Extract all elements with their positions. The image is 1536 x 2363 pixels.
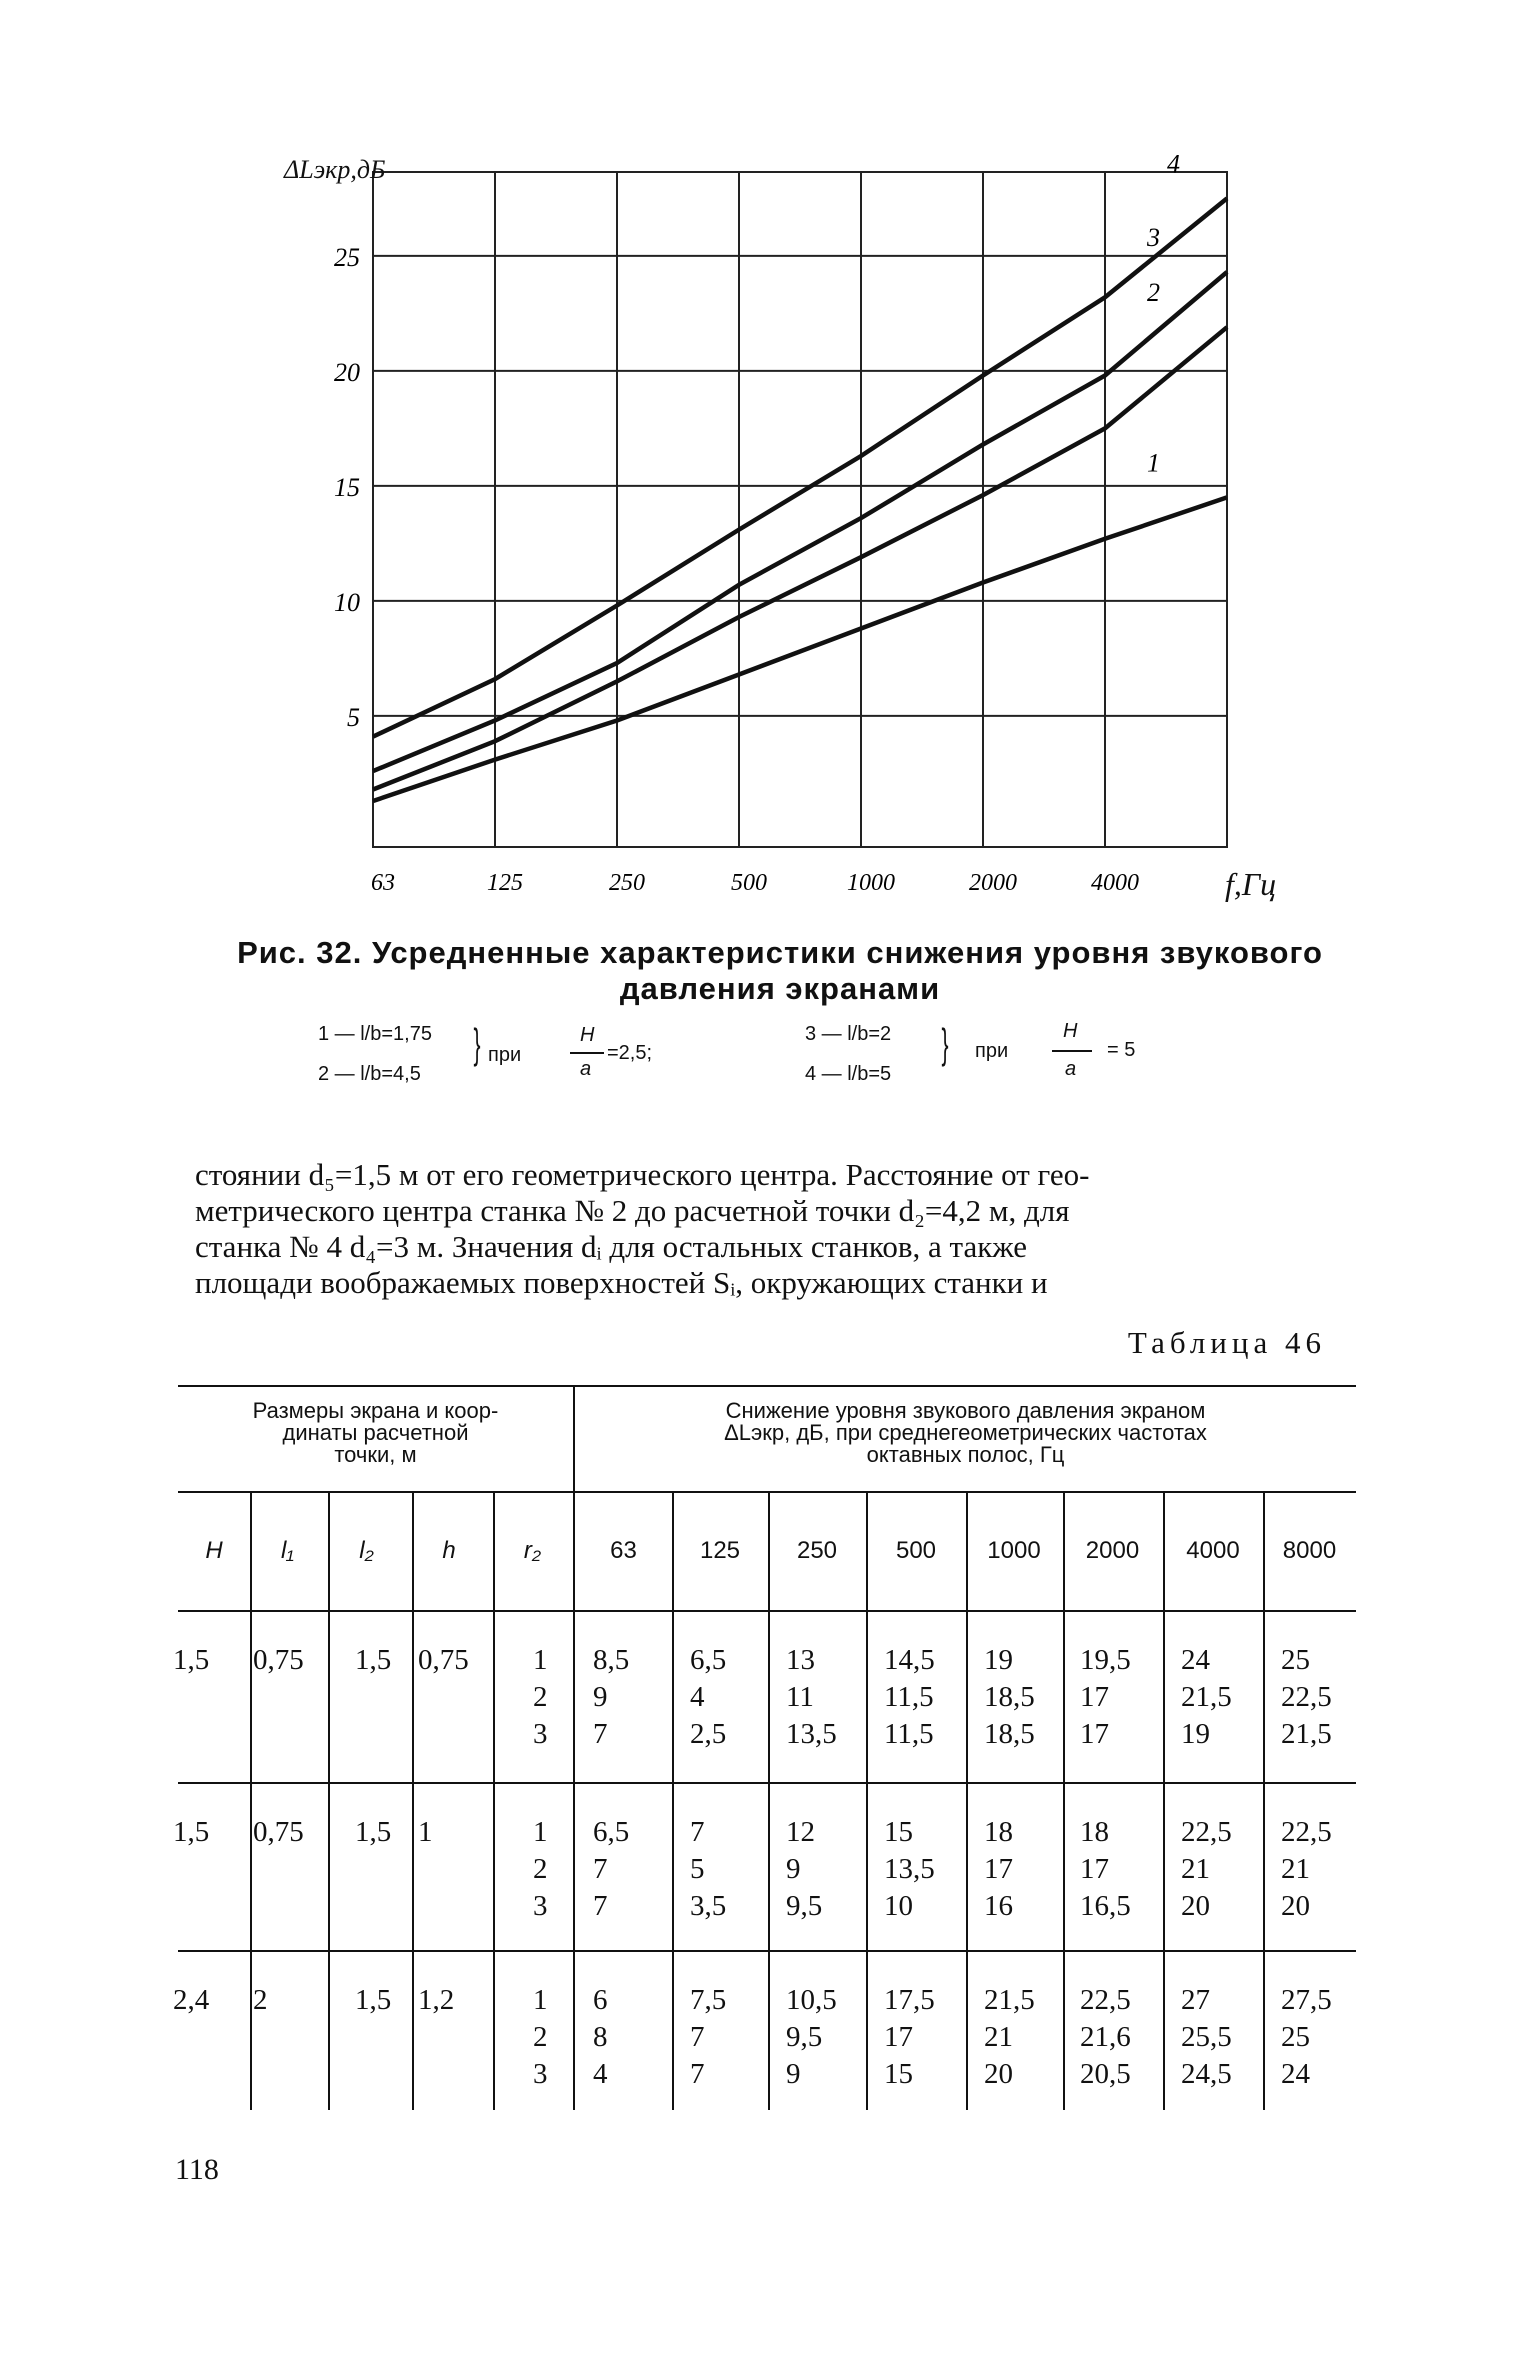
header-right-line-2: ΔLэкр, дБ, при среднегеометрических частотах [724, 1420, 1207, 1445]
cell-value: 21 [984, 2021, 1013, 2053]
column-rule [966, 1784, 968, 1950]
legend-a-right: a [1065, 1058, 1077, 1080]
column-rule [1063, 1784, 1065, 1950]
cell-value: 17,5 [884, 1984, 935, 2016]
column-rule [250, 1612, 252, 1782]
cell-value: 17 [884, 2021, 913, 2053]
cell-value: 21 [1181, 1853, 1210, 1885]
column-rule [250, 1952, 252, 2110]
cell-value: 11,5 [884, 1718, 934, 1750]
cell-value: 6,5 [593, 1816, 630, 1848]
cell-r: 3 [533, 2058, 548, 2090]
cell-r: 1 [533, 1644, 548, 1676]
cell-r: 1 [533, 1984, 548, 2016]
column-header-7: 250 [796, 1537, 838, 1564]
x-tick-label: 125 [487, 870, 523, 896]
cell-value: 19 [984, 1644, 1013, 1676]
table-title: Таблица 46 [1127, 1325, 1326, 1360]
column-rule [493, 1952, 495, 2110]
cell-value: 4 [690, 1681, 705, 1713]
column-header-3: h [442, 1537, 456, 1564]
legend-value-left: =2,5; [607, 1042, 653, 1064]
chart-ticks [334, 149, 1180, 896]
cell-r: 2 [533, 1681, 548, 1713]
x-tick-label: 63 [371, 870, 395, 896]
x-tick-label: 250 [609, 870, 645, 896]
column-rule [493, 1784, 495, 1950]
legend-pri-right: при [975, 1040, 1009, 1062]
cell-l2: 1,5 [355, 1984, 392, 2016]
column-rule [672, 1784, 674, 1950]
cell-value: 20,5 [1080, 2058, 1131, 2090]
group-rule-2 [178, 1950, 1356, 1952]
cell-h: 0,75 [418, 1644, 469, 1676]
x-tick-label: 4000 [1091, 870, 1139, 896]
chart-grid [373, 172, 1227, 847]
column-rule [573, 1784, 575, 1950]
legend-item-2: 2 — l/b=4,5 [318, 1063, 421, 1085]
cell-value: 17 [1080, 1681, 1109, 1713]
column-header-11: 4000 [1186, 1537, 1240, 1564]
cell-value: 16 [984, 1890, 1013, 1922]
column-rule [1163, 1784, 1165, 1950]
cell-value: 21,6 [1080, 2021, 1131, 2053]
column-rule [1263, 1612, 1265, 1782]
cell-value: 7 [690, 2021, 705, 2053]
x-tick-label: 1000 [847, 870, 895, 896]
column-rule [768, 1952, 770, 2110]
cell-h: 1,2 [418, 1984, 455, 2016]
cell-value: 21 [1281, 1853, 1310, 1885]
cell-value: 2,5 [690, 1718, 727, 1750]
y-tick-label: 15 [334, 472, 360, 502]
cell-value: 18,5 [984, 1681, 1035, 1713]
cell-value: 9,5 [786, 1890, 823, 1922]
cell-value: 27,5 [1281, 1984, 1332, 2016]
cell-value: 3,5 [690, 1890, 727, 1922]
text-line-3: станка № 4 d₄=3 м. Значения dᵢ для остальных станков, а также [195, 1229, 1028, 1264]
cell-value: 5 [690, 1853, 705, 1885]
column-rule [328, 1612, 330, 1782]
cell-value: 20 [1181, 1890, 1210, 1922]
cell-value: 7 [593, 1718, 608, 1750]
legend-item-1: 1 — l/b=1,75 [318, 1023, 432, 1045]
legend-fraction-bar-right [1052, 1050, 1092, 1052]
column-header-12: 8000 [1282, 1537, 1337, 1564]
cell-value: 7,5 [690, 1984, 727, 2016]
cell-value: 4 [593, 2058, 608, 2090]
cell-value: 20 [984, 2058, 1013, 2090]
column-header-2: l₂ [359, 1537, 374, 1564]
y-axis-label: ΔLэкр,дБ [284, 155, 386, 184]
cell-value: 9 [786, 1853, 801, 1885]
cell-value: 25 [1281, 1644, 1310, 1676]
series-line-2 [373, 327, 1227, 789]
cell-value: 17 [984, 1853, 1013, 1885]
cell-r: 3 [533, 1890, 548, 1922]
cell-value: 27 [1181, 1984, 1210, 2016]
cell-value: 12 [786, 1816, 815, 1848]
cell-value: 21,5 [984, 1984, 1035, 2016]
y-tick-label: 10 [334, 587, 360, 617]
cell-value: 15 [884, 2058, 913, 2090]
legend-value-right: = 5 [1107, 1039, 1136, 1061]
legend-item-4: 4 — l/b=5 [805, 1063, 892, 1085]
header-right-line-1: Снижение уровня звукового давления экраном [725, 1398, 1206, 1423]
header-right [575, 1400, 1356, 1466]
cell-r: 2 [533, 1853, 548, 1885]
cell-value: 14,5 [884, 1644, 935, 1676]
cell-value: 7 [593, 1853, 608, 1885]
cell-h: 1 [418, 1816, 433, 1848]
curve-label-1: 1 [1147, 448, 1160, 478]
cell-l1: 0,75 [253, 1644, 304, 1676]
cell-value: 17 [1080, 1853, 1109, 1885]
cell-value: 24,5 [1181, 2058, 1232, 2090]
cell-value: 24 [1281, 2058, 1310, 2090]
cell-value: 13,5 [786, 1718, 837, 1750]
figure-caption [195, 935, 1365, 1007]
cell-l2: 1,5 [355, 1644, 392, 1676]
column-rule [768, 1612, 770, 1782]
legend-brace-right: } [941, 1020, 949, 1067]
cell-value: 25 [1281, 2021, 1310, 2053]
column-rule [573, 1952, 575, 2110]
cell-value: 13,5 [884, 1853, 935, 1885]
column-rule [493, 1612, 495, 1782]
column-rule [966, 1612, 968, 1782]
curve-label-3: 3 [1147, 223, 1160, 252]
column-header-10: 2000 [1085, 1537, 1140, 1564]
cell-value: 22,5 [1281, 1681, 1332, 1713]
curve-label-2: 2 [1147, 278, 1160, 308]
cell-value: 21,5 [1181, 1681, 1232, 1713]
cell-value: 10 [884, 1890, 913, 1922]
text-line-1: стоянии d₅=1,5 м от его геометрического центра. Расстояние от гео- [195, 1157, 1090, 1192]
header-left-line-3: точки, м [334, 1442, 417, 1467]
header-left-line-2: динаты расчетной [282, 1420, 469, 1445]
column-rule [966, 1952, 968, 2110]
column-header-4: r₂ [523, 1537, 542, 1564]
column-rule [866, 1784, 868, 1950]
column-rule [1263, 1952, 1265, 2110]
column-header-1: l₁ [281, 1537, 294, 1564]
legend-pri-left: при [488, 1044, 522, 1066]
cell-H: 2,4 [173, 1984, 210, 2016]
legend-H-left: H [580, 1024, 595, 1046]
column-rule [573, 1612, 575, 1782]
column-rule [1063, 1952, 1065, 2110]
legend-H-right: H [1063, 1020, 1078, 1042]
cell-value: 25,5 [1181, 2021, 1232, 2053]
curve-label-4: 4 [1167, 149, 1180, 179]
column-rule [1163, 1952, 1165, 2110]
cell-value: 18,5 [984, 1718, 1035, 1750]
cell-r: 1 [533, 1816, 548, 1848]
caption-line-1: Рис. 32. Усредненные характеристики снижения уровня звукового [237, 935, 1323, 970]
column-header-6: 125 [699, 1537, 741, 1564]
cell-value: 19,5 [1080, 1644, 1131, 1676]
cell-value: 18 [1080, 1816, 1109, 1848]
cell-value: 9,5 [786, 2021, 823, 2053]
legend-fraction-bar-left [570, 1052, 604, 1054]
column-rule [328, 1952, 330, 2110]
cell-value: 22,5 [1181, 1816, 1232, 1848]
cell-value: 10,5 [786, 1984, 837, 2016]
header-left [178, 1400, 573, 1466]
column-rule [412, 1952, 414, 2110]
legend-a-left: a [580, 1058, 592, 1080]
series-line-4 [373, 198, 1227, 736]
column-rule [412, 1784, 414, 1950]
column-rule [768, 1784, 770, 1950]
frequency-chart [0, 0, 1536, 900]
column-rule [328, 1784, 330, 1950]
header-rule [178, 1491, 1356, 1493]
column-rule [866, 1612, 868, 1782]
body-paragraph [195, 1157, 1375, 1301]
cell-value: 19 [1181, 1718, 1210, 1750]
caption-line-2: давления экранами [619, 971, 941, 1006]
cell-H: 1,5 [173, 1816, 210, 1848]
column-rule [866, 1952, 868, 2110]
cell-value: 16,5 [1080, 1890, 1131, 1922]
cell-value: 20 [1281, 1890, 1310, 1922]
column-header-8: 500 [895, 1537, 937, 1564]
column-header-5: 63 [610, 1537, 637, 1564]
cell-value: 22,5 [1281, 1816, 1332, 1848]
cell-value: 15 [884, 1816, 913, 1848]
cell-value: 7 [690, 1816, 705, 1848]
cell-value: 6 [593, 1984, 608, 2016]
cell-value: 7 [593, 1890, 608, 1922]
cell-value: 11,5 [884, 1681, 934, 1713]
column-header-rule [178, 1610, 1356, 1612]
chart-curves [373, 198, 1227, 801]
cell-value: 9 [786, 2058, 801, 2090]
cell-l2: 1,5 [355, 1816, 392, 1848]
cell-value: 13 [786, 1644, 815, 1676]
x-tick-label: 2000 [969, 870, 1017, 896]
cell-value: 8 [593, 2021, 608, 2053]
cell-l1: 0,75 [253, 1816, 304, 1848]
cell-value: 6,5 [690, 1644, 727, 1676]
column-header-9: 1000 [987, 1537, 1041, 1564]
cell-value: 21,5 [1281, 1718, 1332, 1750]
cell-value: 7 [690, 2058, 705, 2090]
header-left-line-1: Размеры экрана и коор- [252, 1398, 499, 1423]
y-tick-label: 20 [334, 357, 360, 387]
cell-l1: 2 [253, 1984, 268, 2016]
table-top-rule [178, 1385, 1356, 1387]
x-axis-label: f,Гц [1225, 866, 1277, 902]
column-rule [1063, 1612, 1065, 1782]
y-tick-label: 5 [347, 702, 360, 732]
cell-H: 1,5 [173, 1644, 210, 1676]
cell-value: 24 [1181, 1644, 1210, 1676]
text-line-4: площади воображаемых поверхностей Sᵢ, окружающих станки и [195, 1265, 1048, 1300]
legend-brace-left: } [473, 1020, 481, 1067]
column-rule [672, 1612, 674, 1782]
header-right-line-3: октавных полос, Гц [866, 1442, 1065, 1467]
column-rule [250, 1784, 252, 1950]
column-rule [412, 1612, 414, 1782]
column-header-0: H [205, 1537, 223, 1564]
text-line-2: метрического центра станка № 2 до расчетной точки d₂=4,2 м, для [195, 1193, 1070, 1228]
cell-r: 2 [533, 2021, 548, 2053]
y-tick-label: 25 [334, 242, 360, 272]
cell-value: 18 [984, 1816, 1013, 1848]
page-number: 118 [175, 2153, 219, 2186]
cell-r: 3 [533, 1718, 548, 1750]
column-rule [1163, 1612, 1165, 1782]
chart-frame [373, 172, 1227, 847]
x-tick-label: 500 [731, 870, 767, 896]
group-rule-1 [178, 1782, 1356, 1784]
column-rule [672, 1952, 674, 2110]
cell-value: 17 [1080, 1718, 1109, 1750]
series-line-1 [373, 497, 1227, 801]
cell-value: 9 [593, 1681, 608, 1713]
column-rule [1263, 1784, 1265, 1950]
legend-item-3: 3 — l/b=2 [805, 1023, 892, 1045]
series-line-3 [373, 272, 1227, 771]
cell-value: 22,5 [1080, 1984, 1131, 2016]
cell-value: 8,5 [593, 1644, 630, 1676]
cell-value: 11 [786, 1681, 814, 1713]
